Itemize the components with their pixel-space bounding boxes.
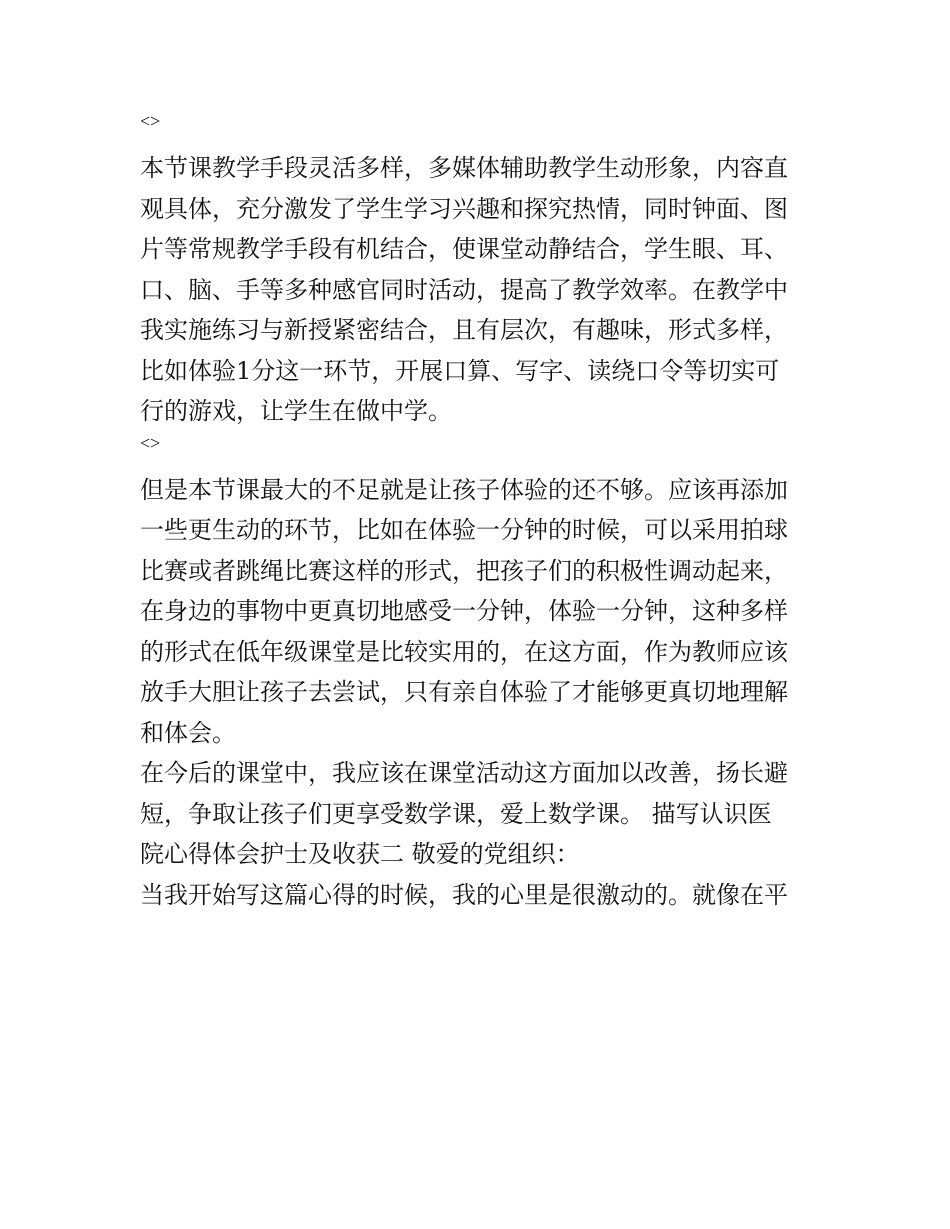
text-line: 行的游戏，让学生在做中学。	[140, 397, 452, 425]
text-line: 和体会。	[140, 718, 236, 747]
text-line: 在身边的事物中更真切地感受一分钟，体验一分钟，这种多样	[140, 597, 788, 625]
document-page	[140, 112, 812, 915]
section-marker: <>	[140, 432, 161, 453]
text-line: 我实施练习与新授紧密结合，且有层次，有趣味，形式多样，	[140, 316, 788, 344]
paragraph-teaching-methods	[140, 148, 812, 432]
text-line: 的形式在低年级课堂是比较实用的，在这方面，作为教师应该	[140, 637, 788, 666]
text-line: 本节课教学手段灵活多样，多媒体辅助教学生动形象，内容直	[140, 154, 788, 182]
text-line: 短，争取让孩子们更享受数学课，爱上数学课。 描写认识医	[140, 799, 772, 828]
section-marker: <>	[140, 111, 161, 131]
text-line: 比赛或者跳绳比赛这样的形式，把孩子们的积极性调动起来，	[140, 556, 788, 585]
text-line: 比如体验1分这一环节，开展口算、写字、读绕口令等切实可	[140, 356, 780, 385]
text-line: 当我开始写这篇心得的时候，我的心里是很激动的。就像在平	[140, 880, 788, 909]
text-line: 一些更生动的环节，比如在体验一分钟的时候，可以采用拍球	[140, 516, 788, 544]
paragraph-shortcomings	[140, 470, 812, 916]
text-line: 但是本节课最大的不足就是让孩子体验的还不够。应该再添加	[140, 475, 788, 504]
text-line: 放手大胆让孩子去尝试，只有亲自体验了才能够更真切地理解	[140, 678, 788, 706]
text-line: 在今后的课堂中，我应该在课堂活动这方面加以改善，扬长避	[140, 759, 788, 787]
text-line: 观具体，充分激发了学生学习兴趣和探究热情，同时钟面、图	[140, 194, 788, 223]
text-line: 片等常规教学手段有机结合，使课堂动静结合，学生眼、耳、	[140, 235, 788, 263]
text-line: 院心得体会护士及收获二 敬爱的党组织：	[140, 840, 580, 868]
text-line: 口、脑、手等多种感官同时活动，提高了教学效率。在教学中	[140, 275, 788, 304]
